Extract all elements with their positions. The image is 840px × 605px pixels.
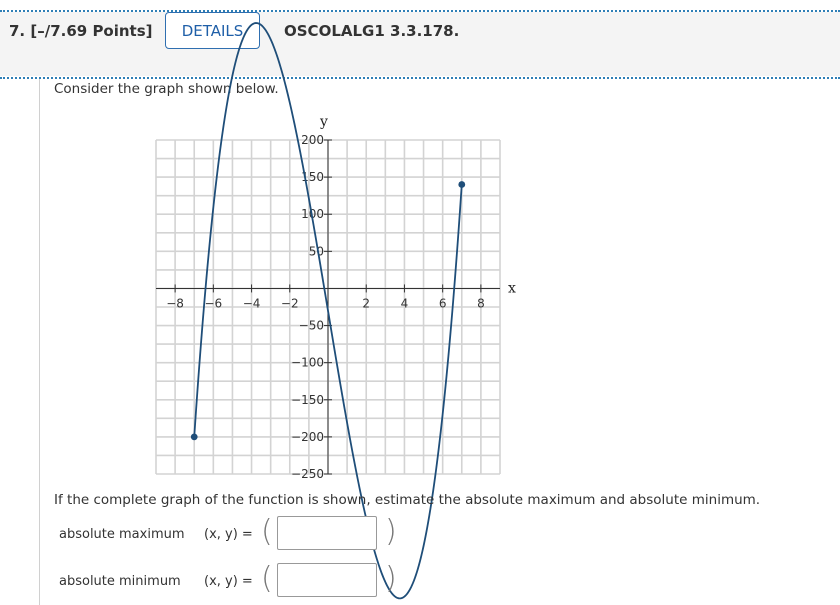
x-tick-label: 6 [438,296,447,311]
y-tick-label: −100 [291,355,324,370]
details-button[interactable]: DETAILS [165,12,260,49]
y-tick-label: −50 [298,318,324,333]
y-tick-label: 50 [308,244,324,259]
absolute-minimum-input[interactable] [277,563,377,597]
header-bottom-border [0,77,840,79]
x-tick-label: 4 [400,296,409,311]
points-label: [–/7.69 Points] [30,22,153,40]
content-left-rule [39,79,40,605]
question-number: 7. [–/7.69 Points] [9,22,153,40]
absolute-minimum-row [59,562,459,600]
problem-code: OSCOLALG1 3.3.178. [284,22,460,40]
header-top-border [0,10,840,12]
curve-endpoint [191,433,198,440]
xy-label: (x, y) = [204,574,253,589]
x-axis-label: x [508,280,516,297]
x-tick-label: −6 [204,296,223,311]
x-tick-label: 8 [477,296,485,311]
prompt-text: If the complete graph of the function is shown, estimate the absolute maximum and absolute minimum. [54,492,761,508]
xy-label: (x, y) = [204,527,253,542]
x-tick-label: −4 [242,296,261,311]
absolute-maximum-row [59,515,459,553]
absolute-maximum-input[interactable] [277,516,377,550]
function-curve [194,23,462,598]
curve-endpoint [458,181,465,188]
absolute-minimum-label: absolute minimum [59,574,181,589]
x-tick-label: −8 [166,296,184,311]
y-tick-label: −150 [291,392,324,407]
y-tick-label: −250 [291,467,324,481]
intro-text: Consider the graph shown below. [54,81,279,97]
y-tick-label: 150 [301,170,324,185]
close-paren: ) [385,561,397,596]
open-paren: ( [261,514,273,549]
y-tick-label: 200 [301,133,324,147]
x-tick-label: −2 [280,296,299,311]
y-axis-label: y [320,114,328,130]
function-graph [150,110,516,488]
open-paren: ( [261,561,273,596]
y-tick-label: −200 [291,429,324,444]
close-paren: ) [385,514,397,549]
x-tick-label: 2 [362,296,371,311]
absolute-maximum-label: absolute maximum [59,527,185,542]
y-tick-label: 100 [301,207,324,222]
